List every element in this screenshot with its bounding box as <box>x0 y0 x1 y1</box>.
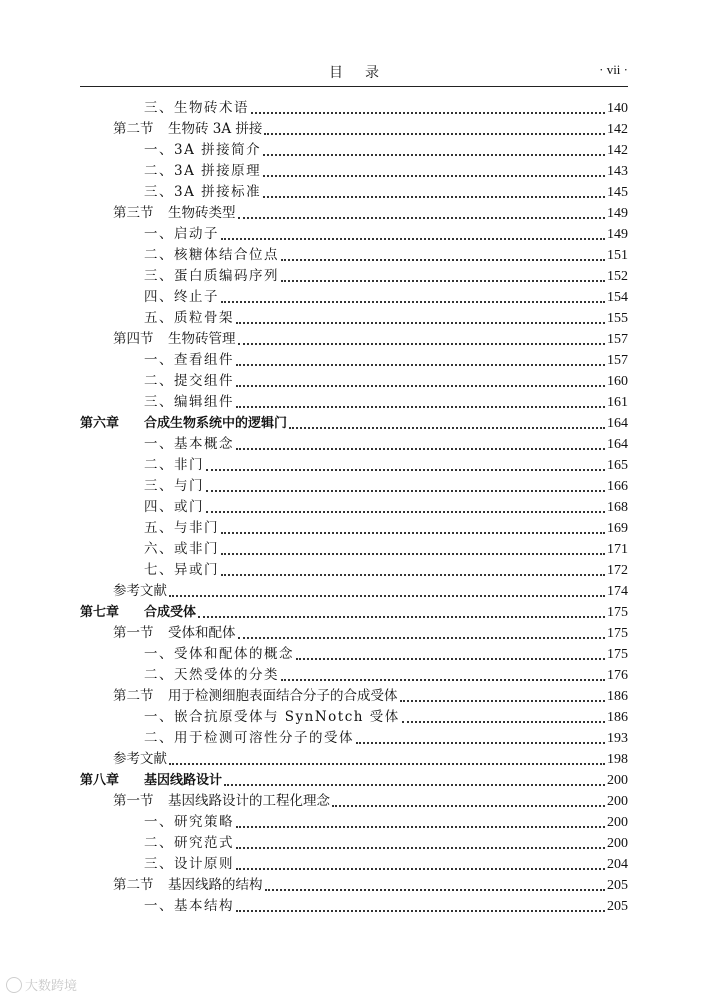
toc-leader-dots <box>356 742 605 744</box>
toc-entry-label <box>144 266 279 287</box>
toc-entry-label <box>144 497 204 518</box>
toc-page-number: 200 <box>607 794 628 809</box>
toc-entry-label <box>144 560 219 581</box>
toc-page-number: 200 <box>607 773 628 788</box>
toc-page-number: 164 <box>607 416 628 431</box>
toc-entry-title: 二、核糖体结合位点 <box>144 247 279 263</box>
toc-entry-number: 第二节 <box>113 688 154 704</box>
toc-subsection[interactable] <box>80 182 628 203</box>
toc-entry-number: 第二节 <box>113 877 154 893</box>
toc-entry-label <box>144 287 219 308</box>
toc-entry-title: 三、设计原则 <box>144 856 234 872</box>
toc-page-number: 143 <box>607 164 628 179</box>
toc-subsection[interactable] <box>80 539 628 560</box>
toc-page-number: 204 <box>607 857 628 872</box>
toc-page-number: 164 <box>607 437 628 452</box>
toc-entry-label <box>80 602 196 623</box>
toc-entry-title: 生物砖类型 <box>168 205 236 221</box>
toc-page-number: 157 <box>607 332 628 347</box>
toc-page-number: 168 <box>607 500 628 515</box>
toc-entry-title: 一、查看组件 <box>144 352 234 368</box>
toc-entry-title: 用于检测细胞表面结合分子的合成受体 <box>168 688 398 704</box>
toc-page-number: 175 <box>607 647 628 662</box>
toc-leader-dots <box>169 595 605 597</box>
toc-entry-number: 第二节 <box>113 121 154 137</box>
toc-entry-title: 二、提交组件 <box>144 373 234 389</box>
toc-section[interactable] <box>80 329 628 350</box>
toc-entry-label <box>144 476 204 497</box>
toc-subsection[interactable] <box>80 812 628 833</box>
toc-entry-title: 一、启动子 <box>144 226 219 242</box>
toc-section[interactable] <box>80 203 628 224</box>
toc-entry-title: 三、蛋白质编码序列 <box>144 268 279 284</box>
toc-page-number: 154 <box>607 290 628 305</box>
toc-page-number: 165 <box>607 458 628 473</box>
toc-entry-title: 参考文献 <box>113 583 167 599</box>
toc-subsection[interactable] <box>80 287 628 308</box>
toc-entry-label <box>144 854 234 875</box>
toc-entry-label <box>144 707 400 728</box>
toc-entry-label <box>144 308 234 329</box>
toc-leader-dots <box>198 616 605 618</box>
toc-leader-dots <box>221 238 605 240</box>
toc-leader-dots <box>263 196 605 198</box>
watermark <box>6 975 77 994</box>
toc-leader-dots <box>236 847 605 849</box>
toc-page-number: 205 <box>607 878 628 893</box>
toc-leader-dots <box>265 889 606 891</box>
toc-entry-title: 一、基本概念 <box>144 436 234 452</box>
toc-leader-dots <box>224 784 605 786</box>
toc-page-number: 175 <box>607 605 628 620</box>
toc-leader-dots <box>221 301 605 303</box>
toc-references[interactable] <box>80 581 628 602</box>
toc-leader-dots <box>236 910 605 912</box>
toc-subsection[interactable] <box>80 392 628 413</box>
toc-page-number: 169 <box>607 521 628 536</box>
toc-entry-title: 生物砖 3A 拼接 <box>168 121 263 137</box>
toc-entry-title: 合成受体 <box>144 605 197 620</box>
toc-leader-dots <box>221 532 605 534</box>
toc-leader-dots <box>296 658 605 660</box>
toc-entry-title: 六、或非门 <box>144 541 219 557</box>
toc-page-number: 149 <box>607 227 628 242</box>
toc-page-number: 166 <box>607 479 628 494</box>
page-header <box>80 60 628 84</box>
toc-leader-dots <box>221 574 605 576</box>
toc-section[interactable] <box>80 119 628 140</box>
toc-entry-label <box>113 623 236 644</box>
toc-chapter[interactable] <box>80 770 628 791</box>
header-page-number: · vii · <box>599 62 628 77</box>
toc-section[interactable] <box>80 875 628 896</box>
toc-page-number: 200 <box>607 836 628 851</box>
toc-entry-label <box>144 518 219 539</box>
header-title: 目录 <box>329 65 401 81</box>
toc-entry-label <box>144 224 219 245</box>
toc-page-number: 160 <box>607 374 628 389</box>
toc-entry-label <box>144 98 249 119</box>
toc-entry-label <box>144 896 234 917</box>
toc-subsection[interactable] <box>80 371 628 392</box>
toc-entry-label <box>113 875 263 896</box>
toc-subsection[interactable] <box>80 245 628 266</box>
toc-entry-label <box>144 434 234 455</box>
toc-entry-title: 合成生物系统中的逻辑门 <box>144 416 288 431</box>
toc-leader-dots <box>236 406 605 408</box>
toc-subsection[interactable] <box>80 707 628 728</box>
toc-entry-label <box>144 539 219 560</box>
toc-entry-label <box>144 812 234 833</box>
toc-page-number: 152 <box>607 269 628 284</box>
toc-leader-dots <box>169 763 605 765</box>
toc-entry-label <box>113 203 236 224</box>
toc-entry-label <box>144 371 234 392</box>
toc-leader-dots <box>400 700 606 702</box>
toc-subsection[interactable] <box>80 98 628 119</box>
toc-entry-title: 参考文献 <box>113 751 167 767</box>
toc-entry-label <box>113 686 398 707</box>
toc-subsection[interactable] <box>80 896 628 917</box>
toc-leader-dots <box>264 133 605 135</box>
toc-leader-dots <box>402 721 605 723</box>
toc-page-number: 175 <box>607 626 628 641</box>
toc-leader-dots <box>251 112 605 114</box>
toc-entry-label <box>144 182 261 203</box>
toc-leader-dots <box>236 385 605 387</box>
toc-entry-label <box>144 455 204 476</box>
toc-entry-title: 三、与门 <box>144 478 204 494</box>
toc-leader-dots <box>236 826 605 828</box>
toc-entry-label <box>144 728 354 749</box>
toc-subsection[interactable] <box>80 455 628 476</box>
toc-entry-label <box>113 749 167 770</box>
toc-page-number: 149 <box>607 206 628 221</box>
toc-page-number: 176 <box>607 668 628 683</box>
toc-entry-label <box>144 350 234 371</box>
toc-subsection[interactable] <box>80 266 628 287</box>
toc-entry-title: 五、质粒骨架 <box>144 310 234 326</box>
toc-leader-dots <box>206 490 605 492</box>
toc-entry-label <box>113 791 330 812</box>
toc-page-number: 157 <box>607 353 628 368</box>
toc-entry-title: 三、编辑组件 <box>144 394 234 410</box>
toc-entry-title: 一、嵌合抗原受体与 SynNotch 受体 <box>144 709 400 725</box>
toc-entry-number: 第六章 <box>80 416 120 431</box>
toc-page-number: 161 <box>607 395 628 410</box>
toc-subsection[interactable] <box>80 833 628 854</box>
toc-entry-title: 二、3A 拼接原理 <box>144 163 262 179</box>
toc-chapter[interactable] <box>80 413 628 434</box>
toc-entry-label <box>113 581 167 602</box>
toc-entry-number: 第三节 <box>113 205 154 221</box>
toc-page-number: 198 <box>607 752 628 767</box>
toc-page-number: 155 <box>607 311 628 326</box>
toc-subsection[interactable] <box>80 140 628 161</box>
toc-section[interactable] <box>80 623 628 644</box>
toc-entry-title: 一、基本结构 <box>144 898 234 914</box>
toc-page-number: 142 <box>607 122 628 137</box>
toc-page-number: 172 <box>607 563 628 578</box>
toc-subsection[interactable] <box>80 497 628 518</box>
toc-page-number: 193 <box>607 731 628 746</box>
toc-page-number: 205 <box>607 899 628 914</box>
toc-entry-title: 一、受体和配体的概念 <box>144 646 294 662</box>
toc-subsection[interactable] <box>80 854 628 875</box>
toc-leader-dots <box>281 280 605 282</box>
toc-entry-title: 基因线路设计的工程化理念 <box>168 793 330 809</box>
toc-subsection[interactable] <box>80 434 628 455</box>
toc-entry-title: 一、3A 拼接简介 <box>144 142 262 158</box>
header-rule <box>80 86 628 87</box>
toc-leader-dots <box>281 679 605 681</box>
toc-page-number: 171 <box>607 542 628 557</box>
watermark-text: 大数跨境 <box>25 979 78 994</box>
toc-page-number: 145 <box>607 185 628 200</box>
toc-subsection[interactable] <box>80 518 628 539</box>
toc-entry-title: 三、3A 拼接标准 <box>144 184 262 200</box>
toc-page-number: 186 <box>607 710 628 725</box>
toc-subsection[interactable] <box>80 728 628 749</box>
toc-entry-title: 受体和配体 <box>168 625 236 641</box>
toc-leader-dots <box>238 343 606 345</box>
toc-page-number: 186 <box>607 689 628 704</box>
toc-subsection[interactable] <box>80 350 628 371</box>
toc-leader-dots <box>263 175 605 177</box>
toc-subsection[interactable] <box>80 476 628 497</box>
toc-leader-dots <box>281 259 605 261</box>
toc-references[interactable] <box>80 749 628 770</box>
toc-entry-number: 第一节 <box>113 625 154 641</box>
toc-leader-dots <box>206 511 605 513</box>
toc-page-number: 151 <box>607 248 628 263</box>
toc-leader-dots <box>236 364 605 366</box>
toc-leader-dots <box>221 553 605 555</box>
toc-entry-label <box>80 413 287 434</box>
toc-page-number: 200 <box>607 815 628 830</box>
toc-entry-label <box>144 665 279 686</box>
toc-leader-dots <box>236 448 605 450</box>
toc-entry-label <box>80 770 222 791</box>
toc-subsection[interactable] <box>80 308 628 329</box>
toc-entry-number: 第七章 <box>80 605 120 620</box>
toc-entry-title: 二、非门 <box>144 457 204 473</box>
toc-leader-dots <box>263 154 605 156</box>
toc-entry-title: 二、天然受体的分类 <box>144 667 279 683</box>
toc-leader-dots <box>332 805 605 807</box>
toc-entry-label <box>144 140 261 161</box>
toc-entry-title: 四、终止子 <box>144 289 219 305</box>
toc-entry-number: 第一节 <box>113 793 154 809</box>
toc-entry-label <box>144 245 279 266</box>
toc-subsection[interactable] <box>80 560 628 581</box>
toc-subsection[interactable] <box>80 665 628 686</box>
toc-entry-label <box>144 161 261 182</box>
toc-section[interactable] <box>80 791 628 812</box>
toc-subsection[interactable] <box>80 161 628 182</box>
toc-entry-title: 基因线路的结构 <box>168 877 263 893</box>
toc-entry-title: 生物砖管理 <box>168 331 236 347</box>
toc-entry-title: 五、与非门 <box>144 520 219 536</box>
toc-page-number: 142 <box>607 143 628 158</box>
table-of-contents <box>80 98 628 917</box>
toc-page-number: 140 <box>607 101 628 116</box>
toc-entry-number: 第八章 <box>80 773 120 788</box>
toc-entry-title: 三、生物砖术语 <box>144 100 249 116</box>
toc-entry-title: 七、异或门 <box>144 562 219 578</box>
toc-entry-label <box>144 833 234 854</box>
toc-entry-label <box>113 329 236 350</box>
toc-section[interactable] <box>80 686 628 707</box>
toc-entry-title: 四、或门 <box>144 499 204 515</box>
toc-leader-dots <box>236 868 605 870</box>
toc-entry-label <box>144 392 234 413</box>
toc-subsection[interactable] <box>80 224 628 245</box>
toc-entry-title: 基因线路设计 <box>144 773 223 788</box>
toc-entry-label <box>113 119 262 140</box>
toc-chapter[interactable] <box>80 602 628 623</box>
toc-subsection[interactable] <box>80 644 628 665</box>
watermark-logo-icon <box>6 977 22 993</box>
toc-entry-title: 二、研究范式 <box>144 835 234 851</box>
toc-leader-dots <box>206 469 605 471</box>
toc-leader-dots <box>236 322 605 324</box>
toc-page-number: 174 <box>607 584 628 599</box>
toc-leader-dots <box>289 427 605 429</box>
toc-leader-dots <box>238 637 606 639</box>
toc-entry-label <box>144 644 294 665</box>
toc-leader-dots <box>238 217 606 219</box>
toc-entry-title: 一、研究策略 <box>144 814 234 830</box>
toc-entry-title: 二、用于检测可溶性分子的受体 <box>144 730 354 746</box>
toc-entry-number: 第四节 <box>113 331 154 347</box>
